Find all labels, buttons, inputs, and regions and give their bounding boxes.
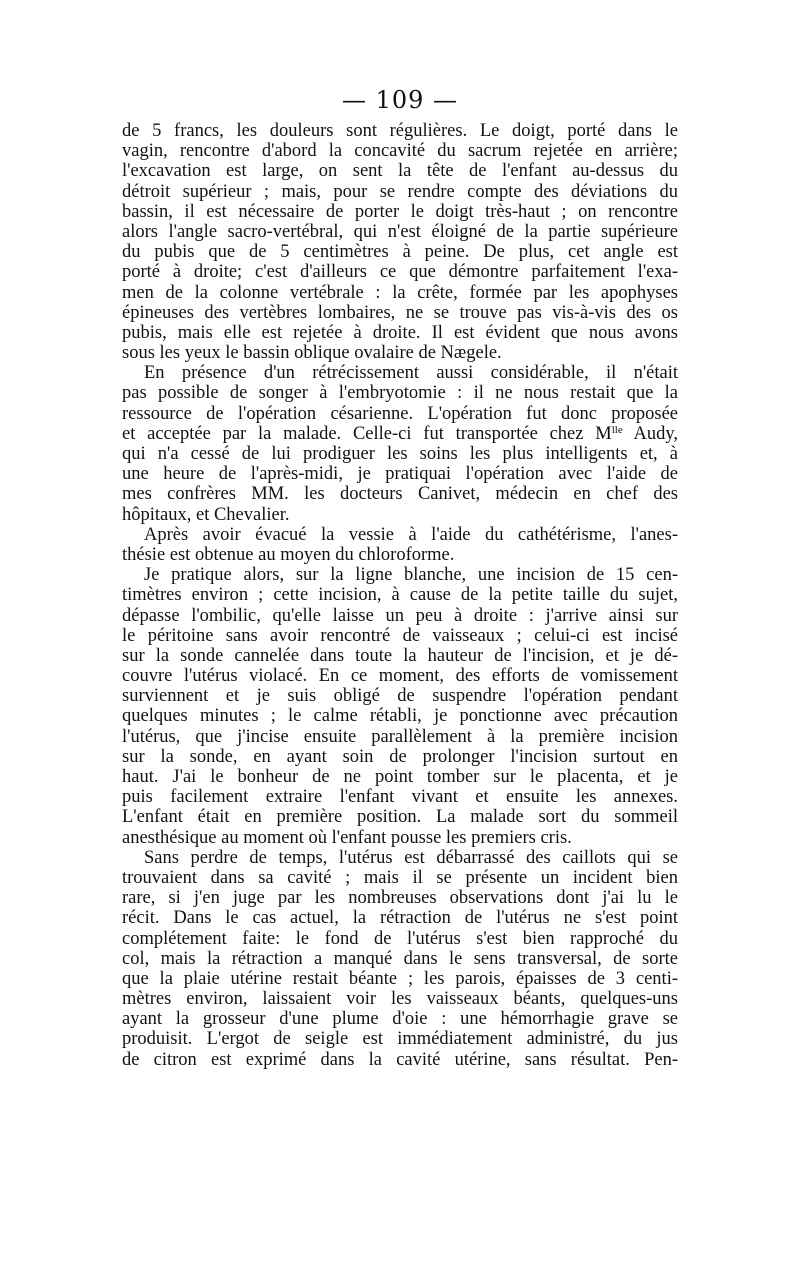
text-line: Sans perdre de temps, l'utérus est débarrassé des caillots qui se — [144, 847, 678, 868]
text-line: mes confrères MM. les docteurs Canivet, médecin en chef des — [122, 484, 678, 505]
text-line: pas possible de songer à l'embryotomie : il ne nous restait que la — [122, 383, 678, 404]
text-line: couvre l'utérus violacé. En ce moment, des efforts de vomissement — [122, 666, 678, 687]
text-line: En présence d'un rétrécissement aussi considérable, il n'était — [144, 363, 678, 384]
text-line: complétement faite: le fond de l'utérus s'est bien rapproché du — [122, 928, 678, 949]
text-line: surviennent et je suis obligé de suspendre l'opération pendant — [122, 686, 678, 707]
text-line: mètres environ, laissaient voir les vaisseaux béants, quelques-uns — [122, 989, 678, 1010]
text-line: trouvaient dans sa cavité ; mais il se présente un incident bien — [122, 867, 678, 888]
text-line: que la plaie utérine restait béante ; les parois, épaisses de 3 centi- — [122, 968, 678, 989]
text-line: haut. J'ai le bonheur de ne point tomber sur le placenta, et je — [122, 767, 678, 787]
text-line: l'utérus, que j'incise ensuite parallèlement à la première incision — [122, 726, 678, 747]
text-line: récit. Dans le cas actuel, la rétraction de l'utérus ne s'est point — [122, 908, 678, 929]
text-line: du pubis que de 5 centimètres à peine. De plus, cet angle est — [122, 242, 678, 263]
text-line: de citron est exprimé dans la cavité utérine, sans résultat. Pen- — [122, 1049, 678, 1070]
text-segment: Audy, — [622, 423, 678, 444]
text-line: une heure de l'après-midi, je pratiquai l'opération avec l'aide de — [122, 464, 678, 485]
text-segment: et acceptée par la malade. Celle-ci fut transportée chez M — [122, 423, 612, 444]
text-line: anesthésique au moment où l'enfant pousse les premiers cris. — [122, 827, 572, 848]
text-line: Après avoir évacué la vessie à l'aide du cathétérisme, l'anes- — [144, 524, 678, 545]
text-line: sous les yeux le bassin oblique ovalaire de Nægele. — [122, 343, 502, 364]
text-line: timètres environ ; cette incision, à cause de la petite taille du sujet, — [122, 585, 678, 606]
text-line: porté à droite; c'est d'ailleurs ce que démontre parfaitement l'exa- — [122, 262, 678, 283]
text-line: sur la sonde, en ayant soin de prolonger l'incision surtout en — [122, 746, 678, 767]
text-line: dépasse l'ombilic, qu'elle laisse un peu à droite : j'arrive ainsi sur — [122, 605, 678, 626]
text-line: bassin, il est nécessaire de porter le doigt très-haut ; on rencontre — [122, 201, 678, 222]
text-line: le péritoine sans avoir rencontré de vaisseaux ; celui-ci est incisé — [122, 625, 678, 646]
text-line: thésie est obtenue au moyen du chloroforme. — [122, 544, 455, 565]
text-line: men de la colonne vertébrale : la crête, formée par les apophyses — [122, 282, 678, 303]
text-line: pubis, mais elle est rejetée à droite. Il est évident que nous avons — [122, 322, 678, 343]
text-line: rare, si j'en juge par les nombreuses observations dont j'ai lu le — [122, 888, 678, 909]
body-text — [122, 121, 678, 1070]
text-line: qui n'a cessé de lui prodiguer les soins les plus intelligents et, à — [122, 444, 678, 464]
text-line: ressource de l'opération césarienne. L'opération fut donc proposée — [122, 403, 678, 424]
text-line: de 5 francs, les douleurs sont régulières. Le doigt, porté dans le — [122, 121, 678, 141]
text-line — [122, 424, 678, 444]
text-line: produisit. L'ergot de seigle est immédiatement administré, du jus — [122, 1029, 678, 1050]
page-number: — 109 — — [341, 86, 459, 114]
text-line: Je pratique alors, sur la ligne blanche, une incision de 15 cen- — [144, 565, 678, 586]
text-line: L'enfant était en première position. La malade sort du sommeil — [122, 807, 678, 828]
text-line: ayant la grosseur d'une plume d'oie : une hémorrhagie grave se — [122, 1009, 678, 1030]
text-line: hôpitaux, et Chevalier. — [122, 504, 290, 525]
text-line: l'excavation est large, on sent la tête de l'enfant au-dessus du — [122, 161, 678, 182]
text-line: quelques minutes ; le calme rétabli, je ponctionne avec précaution — [122, 706, 678, 727]
text-line: détroit supérieur ; mais, pour se rendre compte des déviations du — [122, 181, 678, 202]
text-line: alors l'angle sacro-vertébral, qui n'est éloigné de la partie supérieure — [122, 221, 678, 242]
superscript: lle — [611, 423, 623, 436]
text-line: épineuses des vertèbres lombaires, ne se trouve pas vis-à-vis des os — [122, 302, 678, 323]
text-line: vagin, rencontre d'abord la concavité du sacrum rejetée en arrière; — [122, 141, 678, 162]
text-line: col, mais la rétraction a manqué dans le sens transversal, de sorte — [122, 948, 678, 969]
text-line: sur la sonde cannelée dans toute la hauteur de l'incision, et je dé- — [122, 645, 678, 666]
text-line: puis facilement extraire l'enfant vivant et ensuite les annexes. — [122, 787, 678, 808]
